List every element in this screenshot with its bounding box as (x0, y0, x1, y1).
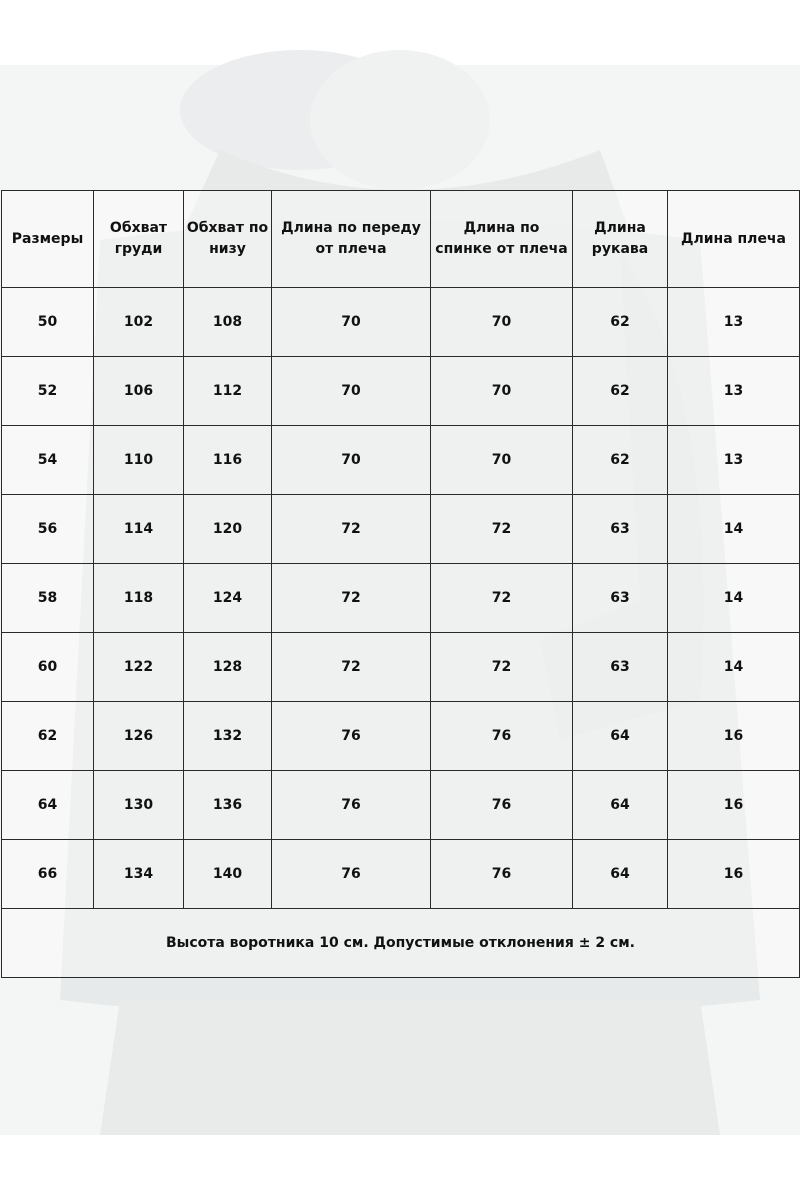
table-row (2, 564, 800, 633)
header-back-length: Длина по спинке от плеча (431, 191, 573, 288)
table-cell: 64 (2, 771, 94, 840)
table-cell: 76 (431, 771, 573, 840)
table-cell: 72 (272, 495, 431, 564)
table-cell: 76 (272, 771, 431, 840)
table-cell: 64 (573, 840, 668, 909)
table-cell: 62 (573, 357, 668, 426)
table-cell: 70 (431, 288, 573, 357)
table-cell: 16 (668, 840, 800, 909)
table-row (2, 426, 800, 495)
table-cell: 64 (573, 702, 668, 771)
header-sleeve-length: Длина рукава (573, 191, 668, 288)
header-hem-girth: Обхват по низу (184, 191, 272, 288)
table-cell: 13 (668, 288, 800, 357)
table-cell: 76 (272, 840, 431, 909)
header-size: Размеры (2, 191, 94, 288)
table-cell: 70 (272, 426, 431, 495)
table-cell: 70 (431, 426, 573, 495)
table-cell: 106 (94, 357, 184, 426)
table-cell: 72 (272, 564, 431, 633)
table-cell: 62 (2, 702, 94, 771)
table-cell: 120 (184, 495, 272, 564)
table-cell: 70 (272, 357, 431, 426)
table-cell: 58 (2, 564, 94, 633)
header-front-length: Длина по переду от плеча (272, 191, 431, 288)
table-cell: 76 (272, 702, 431, 771)
table-cell: 63 (573, 564, 668, 633)
table-row (2, 288, 800, 357)
table-cell: 126 (94, 702, 184, 771)
table-cell: 16 (668, 771, 800, 840)
footnote-text: Высота воротника 10 см. Допустимые отклонения ± 2 см. (2, 909, 800, 978)
table-cell: 14 (668, 633, 800, 702)
table-cell: 72 (431, 564, 573, 633)
table-cell: 136 (184, 771, 272, 840)
table-cell: 132 (184, 702, 272, 771)
table-cell: 112 (184, 357, 272, 426)
table-cell: 62 (573, 288, 668, 357)
table-cell: 102 (94, 288, 184, 357)
table-cell: 70 (272, 288, 431, 357)
table-cell: 60 (2, 633, 94, 702)
table-cell: 66 (2, 840, 94, 909)
table-cell: 118 (94, 564, 184, 633)
table-cell: 56 (2, 495, 94, 564)
footnote-row (2, 909, 800, 978)
table-cell: 116 (184, 426, 272, 495)
table-cell: 134 (94, 840, 184, 909)
table-cell: 72 (272, 633, 431, 702)
table-cell: 54 (2, 426, 94, 495)
table-cell: 64 (573, 771, 668, 840)
header-row (2, 191, 800, 288)
table-row (2, 633, 800, 702)
table-cell: 13 (668, 426, 800, 495)
table-cell: 72 (431, 495, 573, 564)
table-cell: 52 (2, 357, 94, 426)
table-row (2, 702, 800, 771)
table-cell: 130 (94, 771, 184, 840)
table-cell: 72 (431, 633, 573, 702)
table-cell: 14 (668, 564, 800, 633)
table-cell: 128 (184, 633, 272, 702)
table-cell: 16 (668, 702, 800, 771)
table-cell: 110 (94, 426, 184, 495)
table-row (2, 495, 800, 564)
table-cell: 63 (573, 633, 668, 702)
table-row (2, 357, 800, 426)
table-cell: 124 (184, 564, 272, 633)
table-cell: 108 (184, 288, 272, 357)
table-row (2, 771, 800, 840)
table-cell: 14 (668, 495, 800, 564)
size-chart-table (1, 190, 800, 978)
table-row (2, 840, 800, 909)
table-cell: 13 (668, 357, 800, 426)
table-cell: 63 (573, 495, 668, 564)
table-cell: 76 (431, 840, 573, 909)
header-chest-girth: Обхват груди (94, 191, 184, 288)
table-cell: 70 (431, 357, 573, 426)
table-cell: 76 (431, 702, 573, 771)
table-cell: 62 (573, 426, 668, 495)
table-cell: 114 (94, 495, 184, 564)
header-shoulder-length: Длина плеча (668, 191, 800, 288)
table-cell: 140 (184, 840, 272, 909)
table-cell: 122 (94, 633, 184, 702)
table-cell: 50 (2, 288, 94, 357)
